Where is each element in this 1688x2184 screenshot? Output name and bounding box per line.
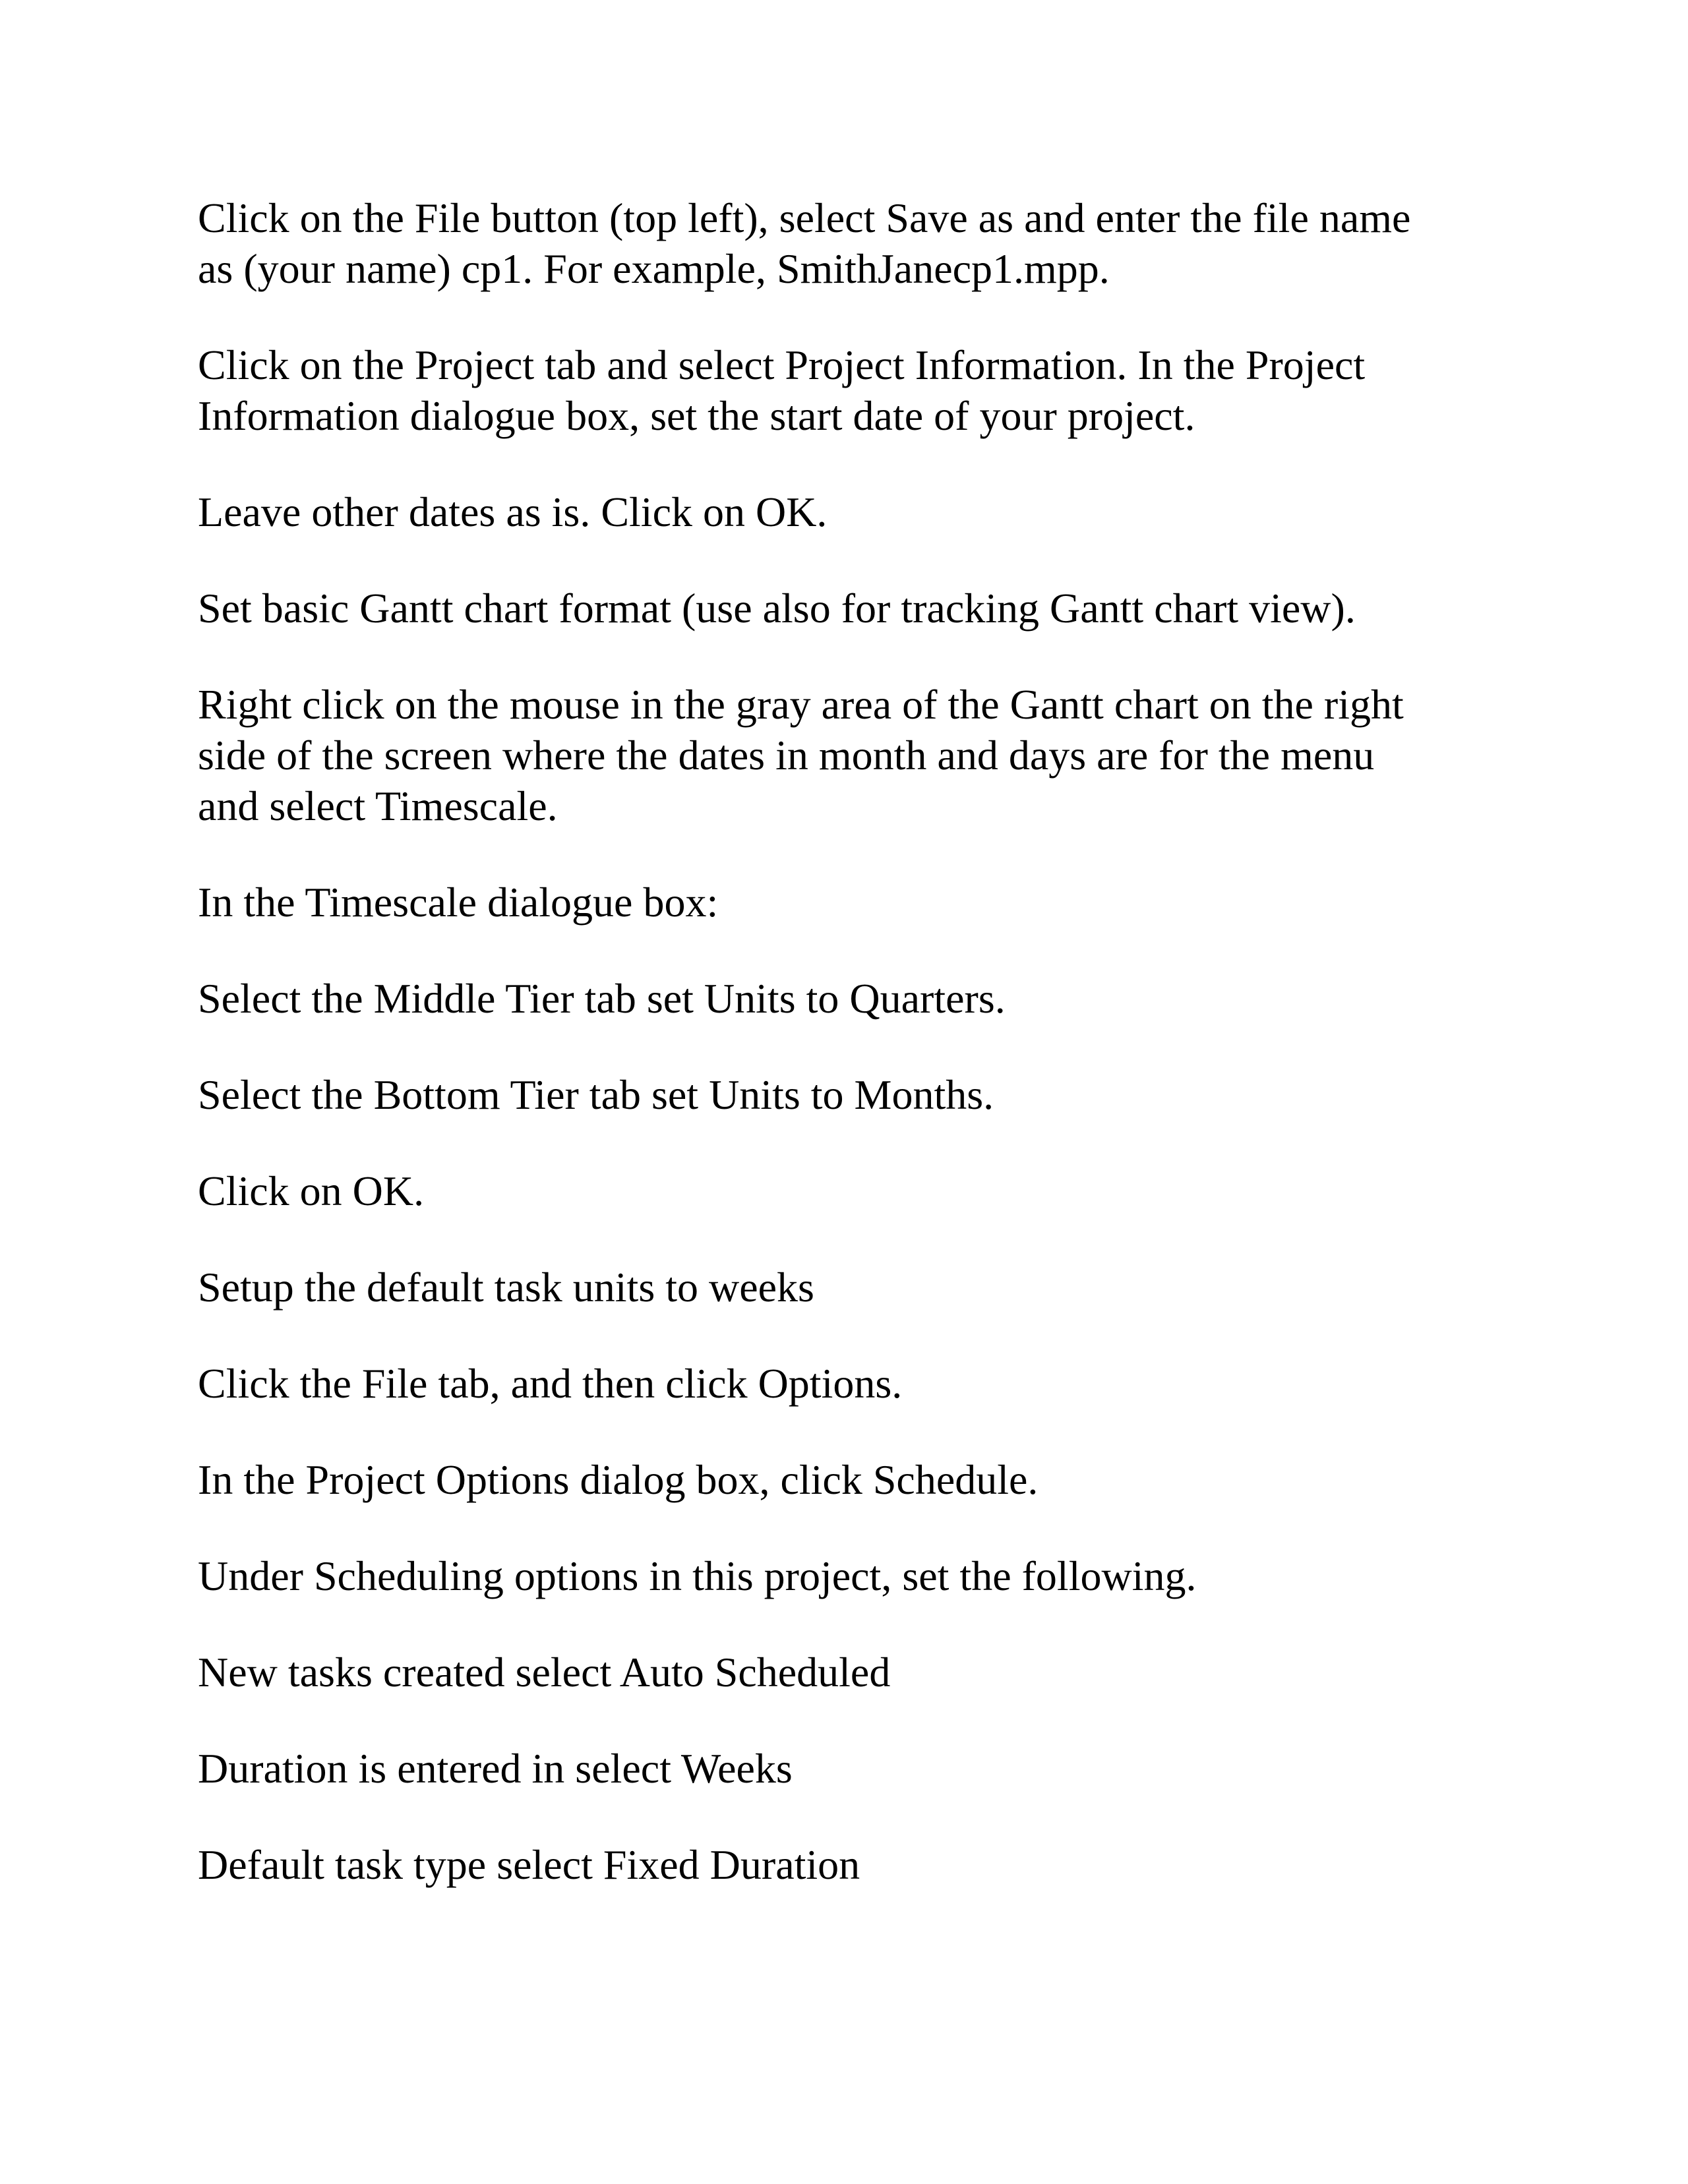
paragraph-leave-dates: Leave other dates as is. Click on OK. bbox=[198, 488, 828, 535]
paragraph-gantt-format: Set basic Gantt chart format (use also for tracking Gantt chart view). bbox=[198, 585, 1356, 632]
paragraph-middle-tier: Select the Middle Tier tab set Units to Quarters. bbox=[198, 975, 1006, 1022]
paragraph-default-task-type: Default task type select Fixed Duration bbox=[198, 1841, 860, 1888]
paragraph-click-ok: Click on OK. bbox=[198, 1167, 425, 1214]
document-body bbox=[198, 192, 1517, 1935]
paragraph-duration-weeks: Duration is entered in select Weeks bbox=[198, 1745, 793, 1792]
paragraph-default-task-units: Setup the default task units to weeks bbox=[198, 1264, 814, 1311]
paragraph-file-options: Click the File tab, and then click Options. bbox=[198, 1360, 903, 1407]
paragraph-project-options-schedule: In the Project Options dialog box, click Schedule. bbox=[198, 1456, 1039, 1503]
paragraph-save-file: Click on the File button (top left), select Save as and enter the file name as (your name) cp1. For example, SmithJanecp1.mpp. bbox=[198, 194, 1411, 292]
paragraph-new-tasks: New tasks created select Auto Scheduled bbox=[198, 1649, 891, 1696]
paragraph-scheduling-options: Under Scheduling options in this project, set the following. bbox=[198, 1552, 1197, 1599]
paragraph-project-information: Click on the Project tab and select Project Information. In the Project Information dialogue box, set the start date of your project. bbox=[198, 341, 1366, 439]
paragraph-bottom-tier: Select the Bottom Tier tab set Units to Months. bbox=[198, 1071, 994, 1118]
paragraph-timescale-dialogue: In the Timescale dialogue box: bbox=[198, 879, 719, 926]
paragraph-right-click-timescale: Right click on the mouse in the gray area of the Gantt chart on the right side of the screen where the dates in month and days are for the menu and select Timescale. bbox=[198, 681, 1404, 829]
